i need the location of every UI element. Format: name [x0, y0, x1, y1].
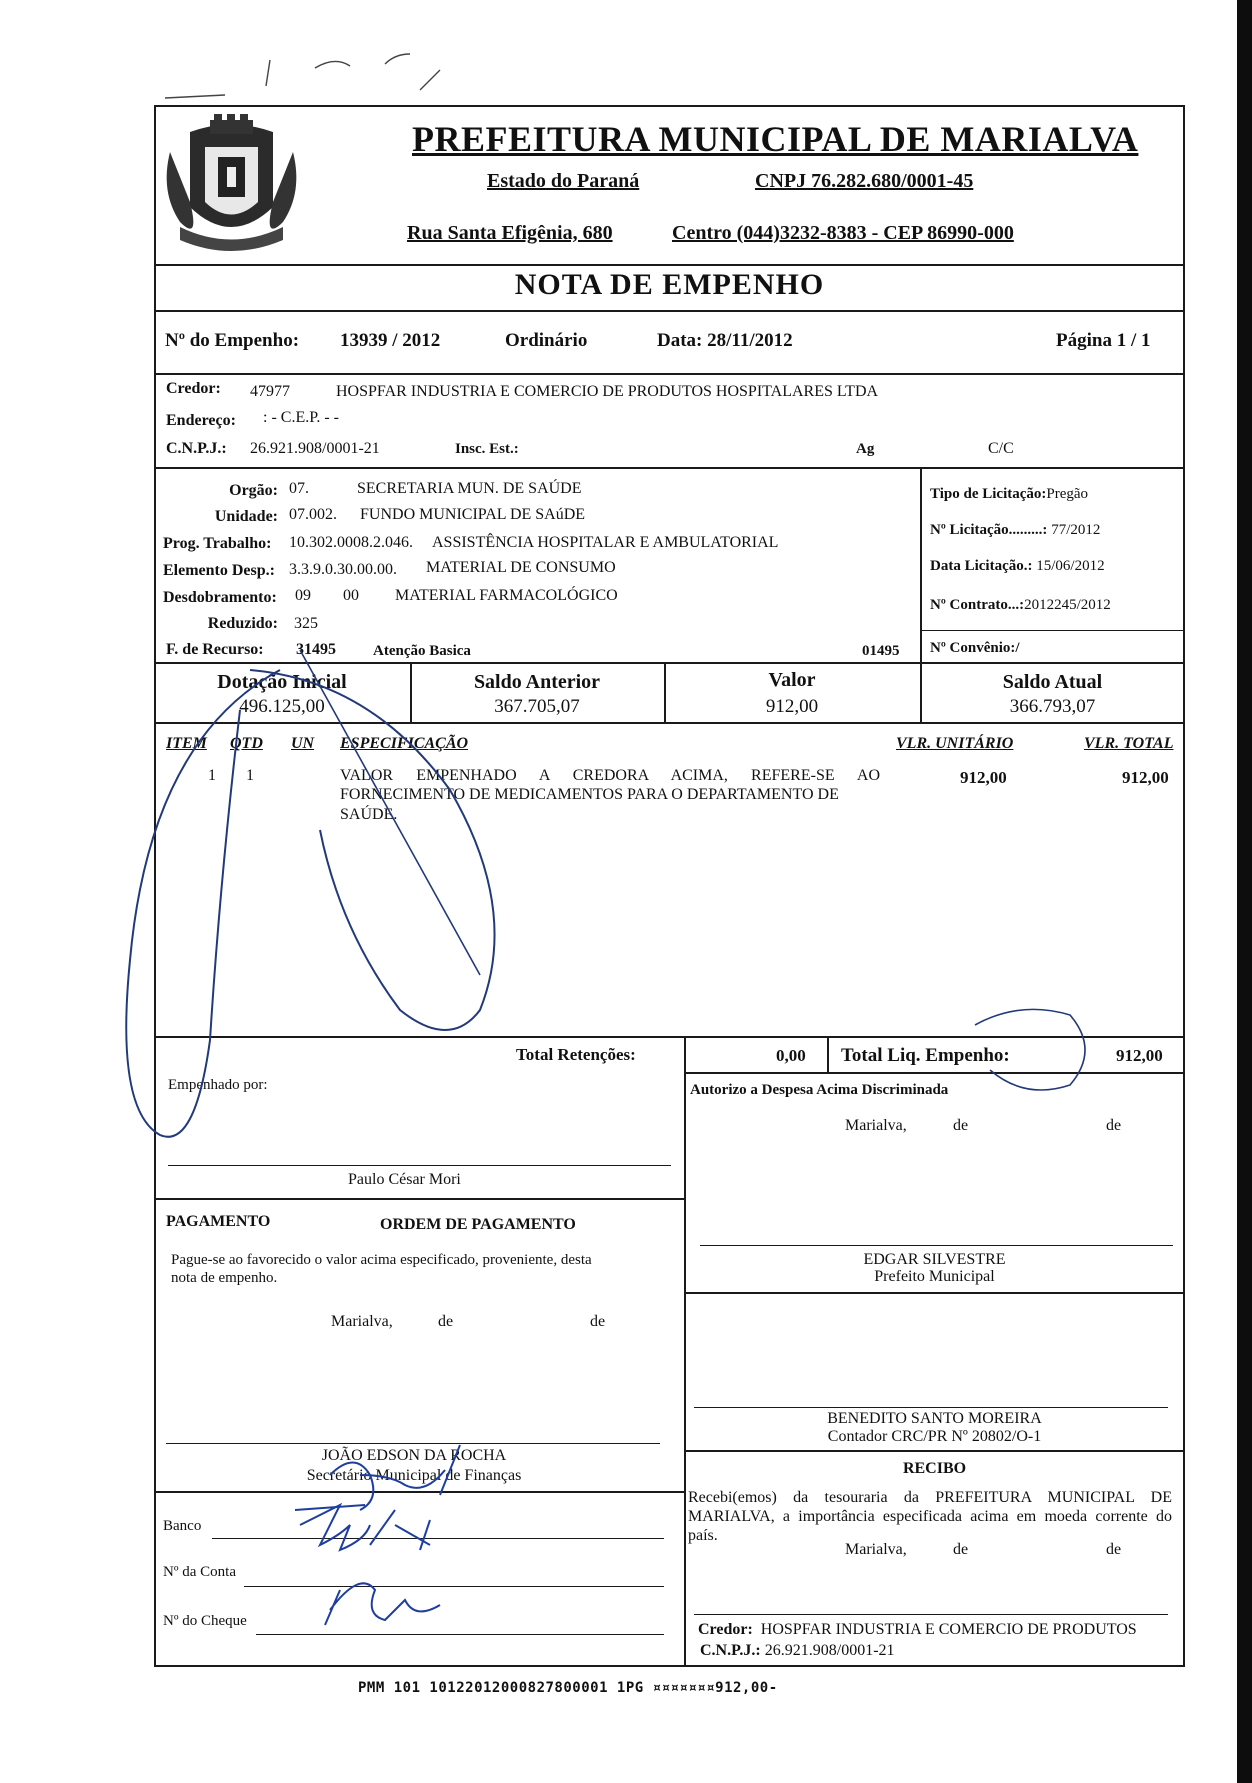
elemento-label: Elemento Desp.: [163, 562, 275, 579]
empenhado-signer: Paulo César Mori [348, 1171, 461, 1188]
recurso-label: F. de Recurso: [166, 641, 264, 658]
orgao-code: 07. [289, 480, 309, 497]
orgao-name: SECRETARIA MUN. DE SAÚDE [357, 480, 582, 497]
pagamento-text-line-2: nota de empenho. [171, 1270, 278, 1286]
elemento-code: 3.3.9.0.30.00.00. [289, 561, 397, 578]
page-title: PREFEITURA MUNICIPAL DE MARIALVA [412, 119, 1139, 159]
reduzido-value: 325 [294, 615, 318, 632]
autorizo-de-2: de [1106, 1117, 1122, 1134]
ag-label: Ag [856, 441, 875, 457]
state-label: Estado do Paraná [487, 170, 640, 192]
contrato-value: 2012245/2012 [1024, 597, 1111, 613]
cc-label: C/C [988, 440, 1014, 457]
contact-label: Centro (044)3232-8383 - CEP 86990-000 [672, 222, 1014, 244]
empenho-number: 13939 / 2012 [340, 330, 441, 351]
total-liquido-value: 912,00 [1116, 1046, 1163, 1065]
tipo-licitacao-label: Tipo de Licitação: [930, 486, 1047, 502]
contador-signer: BENEDITO SANTO MOREIRA [827, 1410, 1042, 1427]
num-licitacao-label: Nº Licitação.........: [930, 522, 1048, 538]
recurso-number: 01495 [862, 643, 900, 659]
reduzido-label: Reduzido: [207, 615, 278, 632]
col-vlr-total: VLR. TOTAL [1084, 735, 1174, 752]
tipo-licitacao-value: Pregão [1046, 486, 1089, 502]
pagamento-text-line-1: Pague-se ao favorecido o valor acima especificado, proveniente, desta [171, 1252, 592, 1268]
autorizo-label: Autorizo a Despesa Acima Discriminada [690, 1082, 949, 1098]
retencoes-value: 0,00 [776, 1046, 806, 1065]
prefeito-signer: EDGAR SILVESTRE [863, 1251, 1006, 1268]
col-qtd: QTD [230, 735, 263, 752]
dotacao-label: Dotação Inicial [217, 671, 347, 693]
row-unit-value: 912,00 [960, 768, 1007, 787]
data-licitacao-value: 15/06/2012 [1036, 558, 1105, 574]
col-un: UN [291, 735, 315, 752]
financas-role: Secretário Municipal de Finanças [306, 1467, 522, 1484]
recurso-name: Atenção Basica [373, 643, 471, 659]
desdobramento-code-1: 09 [295, 587, 311, 604]
ordem-pagamento-label: ORDEM DE PAGAMENTO [380, 1216, 576, 1233]
num-licitacao-value: 77/2012 [1051, 522, 1101, 538]
footer-code: PMM 101 10122012000827800001 1PG ¤¤¤¤¤¤¤912,00- [358, 1680, 778, 1696]
col-item: ITEM [166, 735, 207, 752]
pagamento-de-1: de [438, 1313, 454, 1330]
prefeito-role: Prefeito Municipal [874, 1268, 995, 1285]
saldo-atual-value: 366.793,07 [1009, 696, 1096, 717]
dotacao-value: 496.125,00 [239, 696, 325, 717]
saldo-anterior-value: 367.705,07 [494, 696, 580, 717]
saldo-anterior-label: Saldo Anterior [473, 671, 601, 693]
empenho-type: Ordinário [505, 330, 588, 351]
convenio-label: Nº Convênio:/ [930, 640, 1020, 656]
recibo-credor-name: HOSPFAR INDUSTRIA E COMERCIO DE PRODUTOS [760, 1621, 1137, 1638]
desdobramento-label: Desdobramento: [163, 589, 277, 606]
address-label: Rua Santa Efigênia, 680 [407, 222, 613, 244]
recibo-de-2: de [1106, 1541, 1122, 1558]
unidade-name: FUNDO MUNICIPAL DE SAúDE [360, 506, 586, 523]
cnpj-label: CNPJ 76.282.680/0001-45 [755, 170, 974, 192]
col-especificacao: ESPECIFICAÇÃO [340, 735, 469, 752]
unidade-code: 07.002. [289, 506, 337, 523]
banco-label: Banco [163, 1518, 202, 1534]
endereco-label: Endereço: [166, 412, 236, 429]
recibo-credor-label: Credor: [698, 1621, 753, 1638]
empenho-date: Data: 28/11/2012 [657, 330, 793, 351]
row-spec-line-1: VALOR EMPENHADO A CREDORA ACIMA, REFERE-SE AO [340, 767, 880, 784]
autorizo-local: Marialva, [845, 1117, 907, 1134]
saldo-atual-label: Saldo Atual [1002, 671, 1103, 693]
col-vlr-unitario: VLR. UNITÁRIO [896, 735, 1014, 752]
pagamento-local: Marialva, [331, 1313, 393, 1330]
desdobramento-name: MATERIAL FARMACOLÓGICO [395, 587, 618, 604]
credor-name: HOSPFAR INDUSTRIA E COMERCIO DE PRODUTOS HOSPITALARES LTDA [336, 383, 879, 400]
cnpj-credor-value: 26.921.908/0001-21 [250, 440, 380, 457]
total-liquido-label: Total Liq. Empenho: [841, 1045, 1010, 1066]
municipal-coat-of-arms-icon [160, 112, 303, 260]
cheque-label: Nº do Cheque [163, 1613, 247, 1629]
row-spec-line-3: SAÚDE. [340, 806, 398, 823]
cnpj-credor-label: C.N.P.J.: [166, 440, 227, 457]
pen-scribble-top [150, 20, 470, 110]
recibo-text-line-2: MARIALVA, a importância especificada acima em moeda corrente do [688, 1508, 1172, 1525]
recurso-code: 31495 [296, 641, 336, 658]
recibo-text-line-1: Recebi(emos) da tesouraria da PREFEITURA MUNICIPAL DE [688, 1489, 1172, 1506]
recibo-cnpj-label: C.N.P.J.: [700, 1642, 761, 1659]
pagamento-de-2: de [590, 1313, 606, 1330]
valor-label: Valor [768, 669, 816, 691]
credor-label: Credor: [166, 380, 221, 397]
recibo-text-line-3: país. [688, 1527, 718, 1544]
unidade-label: Unidade: [214, 508, 278, 525]
row-total-value: 912,00 [1122, 768, 1169, 787]
pagamento-label: PAGAMENTO [166, 1213, 271, 1230]
data-licitacao-label: Data Licitação.: [930, 558, 1033, 574]
credor-code: 47977 [250, 383, 290, 400]
prog-trabalho-label: Prog. Trabalho: [163, 535, 272, 552]
desdobramento-code-2: 00 [343, 587, 359, 604]
elemento-name: MATERIAL DE CONSUMO [426, 559, 616, 576]
conta-label: Nº da Conta [163, 1564, 236, 1580]
insc-est-label: Insc. Est.: [455, 441, 519, 457]
financas-signer: JOÃO EDSON DA ROCHA [321, 1447, 507, 1464]
row-qtd: 1 [246, 767, 254, 784]
page-indicator: Página 1 / 1 [1056, 330, 1151, 351]
retencoes-label: Total Retenções: [516, 1045, 636, 1064]
row-spec-line-2: FORNECIMENTO DE MEDICAMENTOS PARA O DEPARTAMENTO DE [340, 786, 839, 803]
empenho-number-label: Nº do Empenho: [165, 330, 300, 351]
contrato-label: Nº Contrato...: [930, 597, 1025, 613]
document-title: NOTA DE EMPENHO [514, 268, 825, 301]
endereco-value: : - C.E.P. - - [263, 409, 339, 426]
empenhado-por-label: Empenhado por: [168, 1077, 268, 1093]
recibo-de-1: de [953, 1541, 969, 1558]
contador-role: Contador CRC/PR Nº 20802/O-1 [827, 1428, 1042, 1445]
prog-trabalho-code: 10.302.0008.2.046. [289, 534, 413, 551]
row-item: 1 [208, 767, 216, 784]
recibo-local: Marialva, [845, 1541, 907, 1558]
valor-value: 912,00 [765, 696, 819, 717]
autorizo-de-1: de [953, 1117, 969, 1134]
scan-edge [1237, 0, 1252, 1783]
prog-trabalho-name: ASSISTÊNCIA HOSPITALAR E AMBULATORIAL [432, 534, 779, 551]
orgao-label: Orgão: [229, 482, 278, 499]
recibo-label: RECIBO [902, 1460, 967, 1477]
recibo-cnpj-value: 26.921.908/0001-21 [764, 1642, 895, 1659]
